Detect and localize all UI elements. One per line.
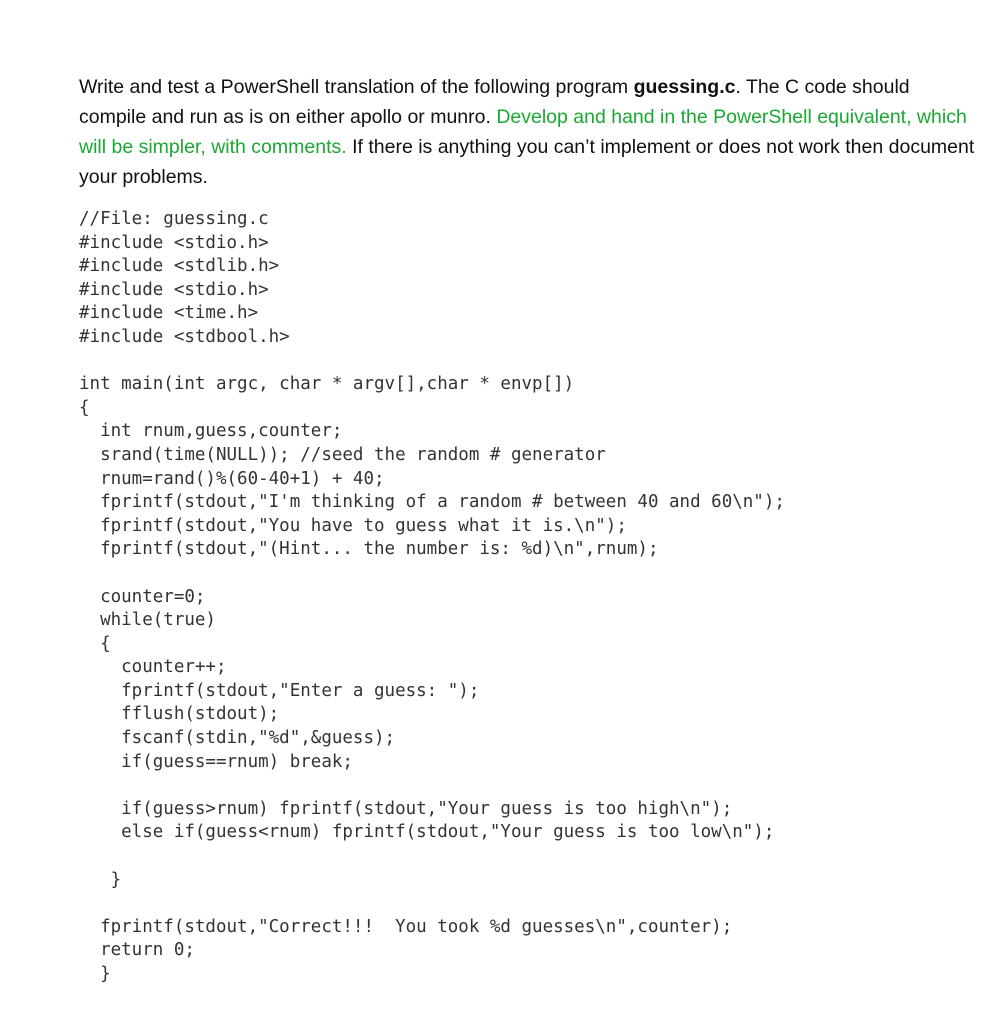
code-line xyxy=(79,845,785,869)
code-line: counter=0; xyxy=(79,586,206,607)
code-line: { xyxy=(79,633,111,654)
program-filename: guessing.c xyxy=(633,76,736,98)
code-line: fprintf(stdout,"I'm thinking of a random # between 40 and 60\n"); xyxy=(79,492,785,513)
code-line: counter++; xyxy=(79,657,227,678)
code-line: fprintf(stdout,"Correct!!! You took %d guesses\n",counter); xyxy=(79,916,733,937)
code-line: fprintf(stdout,"You have to guess what it is.\n"); xyxy=(79,515,627,536)
highlighted-instruction: Develop and hand in the PowerShell equivalent, which will be simpler, with comments. xyxy=(79,106,967,158)
code-line: int rnum,guess,counter; xyxy=(79,421,343,442)
code-line: { xyxy=(79,397,90,418)
code-line: #include <stdbool.h> xyxy=(79,326,290,347)
code-line: } xyxy=(79,869,122,890)
code-line: return 0; xyxy=(79,940,195,961)
instructions-text-3: If there is anything you can’t implement or does not work then document your problems. xyxy=(79,136,975,188)
code-line: if(guess==rnum) break; xyxy=(79,751,353,772)
code-line xyxy=(79,892,785,916)
code-listing xyxy=(79,208,785,987)
code-line: srand(time(NULL)); //seed the random # generator xyxy=(79,444,606,465)
code-line: rnum=rand()%(60-40+1) + 40; xyxy=(79,468,385,489)
code-line: int main(int argc, char * argv[],char * envp[]) xyxy=(79,374,575,395)
code-line: while(true) xyxy=(79,610,216,631)
code-line: fscanf(stdin,"%d",&guess); xyxy=(79,728,396,749)
code-line xyxy=(79,562,785,586)
code-line: fprintf(stdout,"Enter a guess: "); xyxy=(79,680,480,701)
code-line: fflush(stdout); xyxy=(79,704,280,725)
code-line: //File: guessing.c xyxy=(79,209,269,229)
instructions-text-1: Write and test a PowerShell translation of the following program xyxy=(79,76,634,98)
code-line: else if(guess<rnum) fprintf(stdout,"Your guess is too low\n"); xyxy=(79,822,775,843)
code-line: #include <stdio.h> xyxy=(79,279,269,300)
instructions-text-2: . The C code should compile and run as is on either apollo or munro. xyxy=(79,76,910,128)
code-line xyxy=(79,350,785,374)
code-line xyxy=(79,774,785,798)
code-line: if(guess>rnum) fprintf(stdout,"Your guess is too high\n"); xyxy=(79,798,733,819)
code-line: } xyxy=(79,964,111,984)
code-line: #include <stdlib.h> xyxy=(79,256,280,277)
code-line: #include <time.h> xyxy=(79,303,259,324)
assignment-instructions xyxy=(79,72,979,192)
code-line: #include <stdio.h> xyxy=(79,232,269,253)
code-line: fprintf(stdout,"(Hint... the number is: %d)\n",rnum); xyxy=(79,539,659,560)
